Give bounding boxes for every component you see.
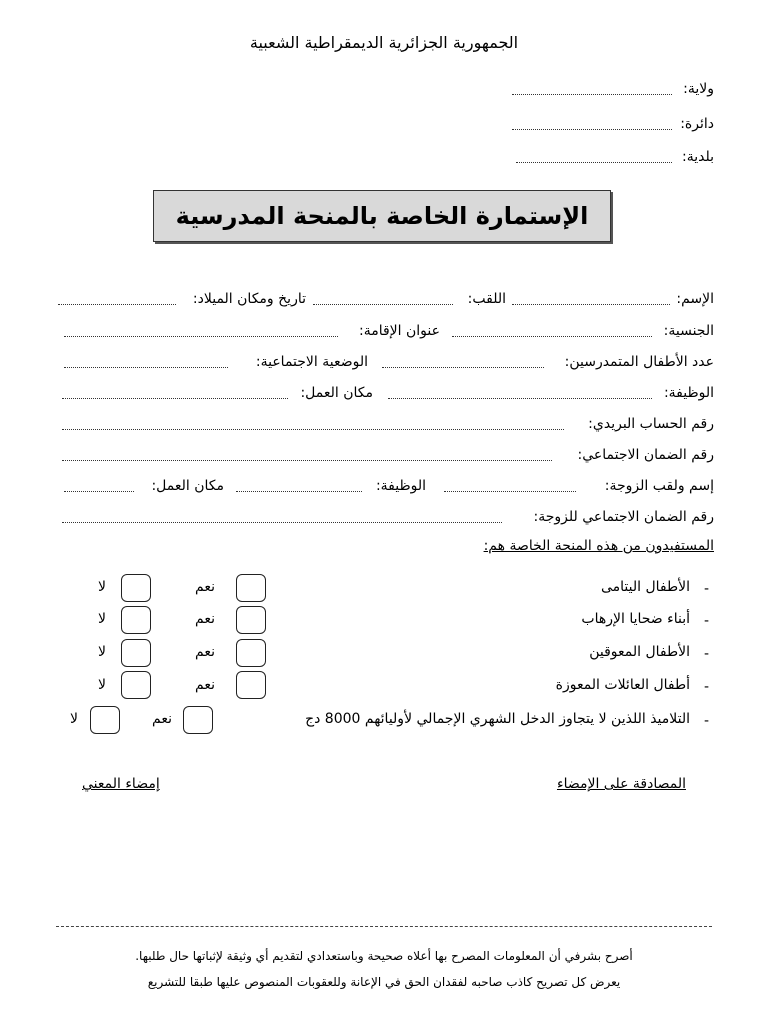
spouse-job-field[interactable] xyxy=(236,491,362,492)
bullet: - xyxy=(704,581,710,597)
category-label: أطفال العائلات المعوزة xyxy=(555,677,690,693)
no-label: لا xyxy=(98,644,106,660)
no-checkbox[interactable] xyxy=(121,606,151,634)
spouse-security-label: رقم الضمان الاجتماعي للزوجة: xyxy=(533,509,714,525)
nationality-label: الجنسية: xyxy=(663,323,714,339)
postal-account-label: رقم الحساب البريدي: xyxy=(588,416,714,432)
workplace-label: مكان العمل: xyxy=(300,385,373,401)
no-checkbox[interactable] xyxy=(121,639,151,667)
bullet: - xyxy=(704,646,710,662)
no-checkbox[interactable] xyxy=(121,574,151,602)
name-label: الإسم: xyxy=(676,291,714,307)
wilaya-field[interactable] xyxy=(512,94,672,95)
wilaya-label: ولاية: xyxy=(683,81,714,97)
yes-label: نعم xyxy=(195,579,215,595)
spouse-name-label: إسم ولقب الزوجة: xyxy=(604,478,714,494)
spouse-security-field[interactable] xyxy=(62,522,502,523)
nationality-field[interactable] xyxy=(452,336,652,337)
bullet: - xyxy=(704,713,710,729)
yes-checkbox[interactable] xyxy=(236,639,266,667)
bullet: - xyxy=(704,679,710,695)
applicant-signature-label: إمضاء المعني xyxy=(82,776,160,792)
no-checkbox[interactable] xyxy=(90,706,120,734)
job-field[interactable] xyxy=(388,398,652,399)
certification-signature-label: المصادقة على الإمضاء xyxy=(556,776,686,792)
address-label: عنوان الإقامة: xyxy=(359,323,440,339)
spouse-name-field[interactable] xyxy=(444,491,576,492)
declaration-line-2: يعرض كل تصريح كاذب صاحبه لفقدان الحق في الإعانة وللعقوبات المنصوص عليها طبقا للتشريع xyxy=(147,975,621,989)
yes-checkbox[interactable] xyxy=(236,671,266,699)
spouse-workplace-field[interactable] xyxy=(64,491,134,492)
no-label: لا xyxy=(70,711,78,727)
postal-account-field[interactable] xyxy=(62,429,564,430)
surname-field[interactable] xyxy=(313,304,453,305)
yes-checkbox[interactable] xyxy=(183,706,213,734)
category-label: الأطفال المعوقين xyxy=(589,644,690,660)
social-security-field[interactable] xyxy=(62,460,552,461)
form-title-box xyxy=(153,190,611,242)
footer-divider xyxy=(56,926,712,927)
category-label: التلاميذ اللذين لا يتجاوز الدخل الشهري الإجمالي لأوليائهم 8000 دج xyxy=(305,711,690,727)
name-field[interactable] xyxy=(512,304,670,305)
spouse-workplace-label: مكان العمل: xyxy=(151,478,224,494)
children-count-label: عدد الأطفال المتمدرسين: xyxy=(564,354,714,370)
surname-label: اللقب: xyxy=(467,291,506,307)
no-label: لا xyxy=(98,579,106,595)
job-label: الوظيفة: xyxy=(663,385,714,401)
baladia-label: بلدية: xyxy=(682,149,714,165)
category-label: أبناء ضحايا الإرهاب xyxy=(581,611,690,627)
form-title: الإستمارة الخاصة بالمنحة المدرسية xyxy=(175,202,589,230)
workplace-field[interactable] xyxy=(62,398,288,399)
birth-label: تاريخ ومكان الميلاد: xyxy=(192,291,306,307)
yes-label: نعم xyxy=(195,644,215,660)
beneficiaries-heading: المستفيدون من هذه المنحة الخاصة هم: xyxy=(483,538,714,554)
yes-label: نعم xyxy=(195,611,215,627)
birth-field[interactable] xyxy=(58,304,176,305)
yes-checkbox[interactable] xyxy=(236,606,266,634)
baladia-field[interactable] xyxy=(516,162,672,163)
spouse-job-label: الوظيفة: xyxy=(375,478,426,494)
daira-field[interactable] xyxy=(512,129,672,130)
social-status-label: الوضعية الاجتماعية: xyxy=(255,354,368,370)
category-label: الأطفال اليتامى xyxy=(600,579,690,595)
bullet: - xyxy=(704,613,710,629)
children-count-field[interactable] xyxy=(382,367,544,368)
yes-label: نعم xyxy=(195,677,215,693)
no-label: لا xyxy=(98,611,106,627)
daira-label: دائرة: xyxy=(680,116,714,132)
no-label: لا xyxy=(98,677,106,693)
address-field[interactable] xyxy=(64,336,338,337)
social-security-label: رقم الضمان الاجتماعي: xyxy=(577,447,714,463)
no-checkbox[interactable] xyxy=(121,671,151,699)
social-status-field[interactable] xyxy=(64,367,228,368)
yes-label: نعم xyxy=(152,711,172,727)
yes-checkbox[interactable] xyxy=(236,574,266,602)
declaration-line-1: أصرح بشرفي أن المعلومات المصرح بها أعلاه صحيحة وباستعدادي لتقديم أي وثيقة لإثباتها حال طلبها. xyxy=(135,949,633,963)
republic-heading: الجمهورية الجزائرية الديمقراطية الشعبية xyxy=(249,33,519,52)
